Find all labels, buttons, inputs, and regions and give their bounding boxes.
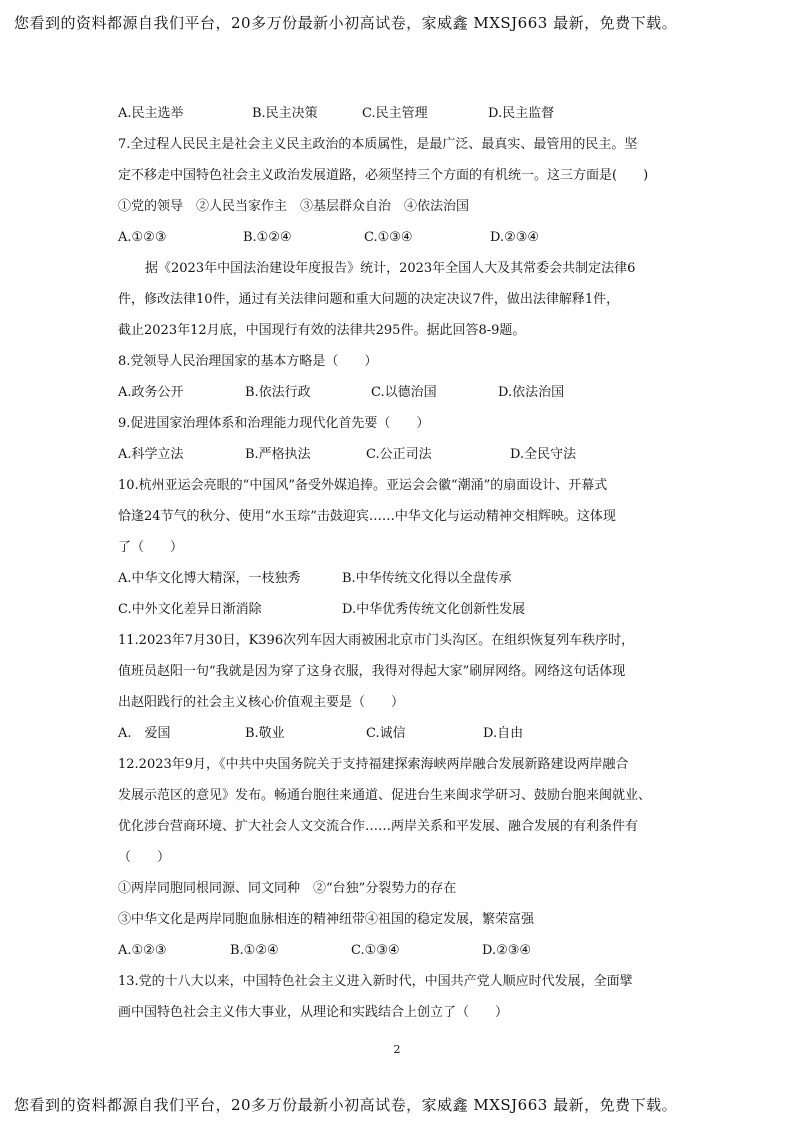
q10-option-b: B.中华传统文化得以全盘传承 bbox=[342, 571, 512, 586]
q7-items: ①党的领导 ②人民当家作主 ③基层群众自治 ④依法治国 bbox=[118, 199, 470, 214]
bottom-banner: 您看到的资料都源自我们平台，20多万份最新小初高试卷，家威鑫 MXSJ663 最新，免费下载。 bbox=[14, 1096, 678, 1114]
q9-option-b: B.严格执法 bbox=[245, 447, 311, 462]
q8-stem: 8.党领导人民治理国家的基本方略是（ ） bbox=[118, 354, 378, 369]
q7-stem-line: 7.全过程人民民主是社会主义民主政治的本质属性，是最广泛、最真实、最管用的民主。坚 bbox=[118, 137, 638, 152]
q12-items: ①两岸同胞同根同源、同文同种 ②“台独”分裂势力的存在 bbox=[118, 881, 457, 896]
q6-option-d: D.民主监督 bbox=[488, 106, 555, 121]
q6-option-b: B.民主决策 bbox=[252, 106, 318, 121]
q12-stem-line: 发展示范区的意见》发布。畅通台胞往来通道、促进台生来闽求学研习、鼓励台胞来闽就业、 bbox=[118, 788, 652, 803]
q7-option-c: C.①③④ bbox=[364, 230, 413, 245]
q11-option-b: B.敬业 bbox=[245, 726, 285, 741]
q11-stem-line: 值班员赵阳一句“我就是因为穿了这身衣服，我得对得起大家”刷屏网络。网络这句话体现 bbox=[118, 664, 626, 679]
page-number: 2 bbox=[393, 1043, 401, 1056]
passage-line: 件，修改法律10件，通过有关法律问题和重大问题的决定决议7件，做出法律解释1件， bbox=[118, 292, 620, 307]
q8-option-a: A.政务公开 bbox=[118, 385, 184, 400]
exam-content bbox=[118, 98, 678, 1028]
q12-stem-line: 12.2023年9月，《中共中央国务院关于支持福建探索海峡两岸融合发展新路建设两岸融合 bbox=[118, 757, 629, 772]
q10-stem-line: 了（ ） bbox=[118, 540, 184, 555]
q11-option-d: D.自由 bbox=[483, 726, 524, 741]
q13-stem-line: 画中国特色社会主义伟大事业，从理论和实践结合上创立了（ ） bbox=[118, 1005, 509, 1020]
q9-options bbox=[118, 439, 678, 470]
q9-option-d: D.全民守法 bbox=[510, 447, 577, 462]
passage-line: 截止2023年12月底，中国现行有效的法律共295件。据此回答8-9题。 bbox=[118, 323, 526, 338]
q11-stem-line: 出赵阳践行的社会主义核心价值观主要是（ ） bbox=[118, 695, 405, 710]
passage-line: 据《2023年中国法治建设年度报告》统计，2023年全国人大及其常委会共制定法律6 bbox=[145, 261, 636, 276]
q7-option-b: B.①②④ bbox=[243, 230, 292, 245]
q9-option-a: A.科学立法 bbox=[118, 447, 184, 462]
q6-option-c: C.民主管理 bbox=[362, 106, 428, 121]
q11-option-a: A. 爱国 bbox=[118, 726, 171, 741]
q12-stem-line: 优化涉台营商环境、扩大社会人文交流合作……两岸关系和平发展、融合发展的有利条件有 bbox=[118, 819, 639, 834]
q10-option-d: D.中华优秀传统文化创新性发展 bbox=[342, 602, 526, 617]
q6-option-a: A.民主选举 bbox=[118, 106, 184, 121]
q12-option-a: A.①②③ bbox=[118, 943, 167, 958]
q12-options bbox=[118, 935, 678, 966]
q12-option-d: D.②③④ bbox=[482, 943, 532, 958]
q11-options bbox=[118, 718, 678, 749]
q10-options-row bbox=[118, 563, 678, 594]
q10-option-a: A.中华文化博大精深，一枝独秀 bbox=[118, 571, 301, 586]
q7-option-a: A.①②③ bbox=[118, 230, 167, 245]
q8-option-d: D.依法治国 bbox=[498, 385, 565, 400]
q10-stem-line: 10.杭州亚运会亮眼的“中国风”备受外媒追捧。亚运会会徽“潮涌”的扇面设计、开幕式 bbox=[118, 478, 608, 493]
top-banner: 您看到的资料都源自我们平台，20多万份最新小初高试卷，家威鑫 MXSJ663 最新，免费下载。 bbox=[14, 14, 678, 32]
q8-options bbox=[118, 377, 678, 408]
q8-option-c: C.以德治国 bbox=[371, 385, 437, 400]
q10-options-row bbox=[118, 594, 678, 625]
q12-option-c: C.①③④ bbox=[351, 943, 400, 958]
q9-option-c: C.公正司法 bbox=[366, 447, 432, 462]
q11-stem-line: 11.2023年7月30日，K396次列车因大雨被困北京市门头沟区。在组织恢复列车秩序时， bbox=[118, 633, 635, 648]
q9-stem: 9.促进国家治理体系和治理能力现代化首先要（ ） bbox=[118, 416, 430, 431]
q12-items: ③中华文化是两岸同胞血脉相连的精神纽带④祖国的稳定发展，繁荣富强 bbox=[118, 912, 535, 927]
q10-option-c: C.中外文化差异日渐消除 bbox=[118, 602, 262, 617]
q13-stem-line: 13.党的十八大以来，中国特色社会主义进入新时代，中国共产党人顺应时代发展，全面擘 bbox=[118, 974, 633, 989]
q6-options bbox=[118, 98, 678, 129]
q10-stem-line: 恰逢24节气的秋分、使用“水玉琮”击鼓迎宾……中华文化与运动精神交相辉映。这体现 bbox=[118, 509, 616, 524]
q7-options bbox=[118, 222, 678, 253]
q11-option-c: C.诚信 bbox=[366, 726, 406, 741]
q12-option-b: B.①②④ bbox=[230, 943, 279, 958]
q12-stem-line: （ ） bbox=[118, 850, 171, 865]
q8-option-b: B.依法行政 bbox=[245, 385, 311, 400]
q7-option-d: D.②③④ bbox=[490, 230, 540, 245]
q7-stem-line: 定不移走中国特色社会主义政治发展道路，必须坚持三个方面的有机统一。这三方面是( ) bbox=[118, 168, 649, 183]
